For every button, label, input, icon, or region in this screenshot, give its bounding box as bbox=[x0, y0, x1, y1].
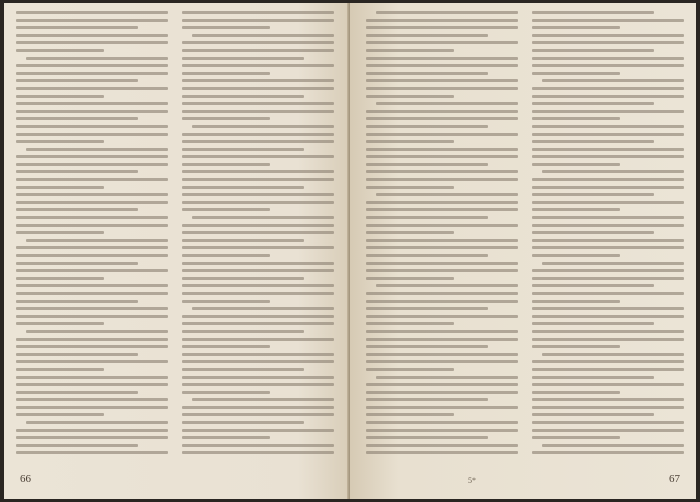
text-line-placeholder bbox=[366, 110, 518, 113]
text-line-placeholder bbox=[182, 193, 334, 196]
text-line-placeholder bbox=[182, 140, 334, 143]
text-line-placeholder bbox=[16, 19, 168, 22]
text-line-placeholder bbox=[532, 216, 684, 219]
text-line-placeholder bbox=[542, 79, 684, 82]
text-line-placeholder bbox=[182, 436, 270, 439]
text-line-placeholder bbox=[366, 224, 518, 227]
text-line-placeholder bbox=[366, 64, 518, 67]
text-line-placeholder bbox=[366, 322, 454, 325]
text-line-placeholder bbox=[366, 413, 454, 416]
text-line-placeholder bbox=[532, 201, 684, 204]
left-page-column-2 bbox=[182, 11, 334, 463]
text-line-placeholder bbox=[16, 246, 168, 249]
text-line-placeholder bbox=[366, 201, 518, 204]
text-line-placeholder bbox=[182, 170, 334, 173]
text-line-placeholder bbox=[16, 338, 168, 341]
text-line-placeholder bbox=[16, 170, 138, 173]
text-line-placeholder bbox=[182, 368, 304, 371]
text-line-placeholder bbox=[532, 231, 654, 234]
text-line-placeholder bbox=[182, 148, 304, 151]
text-line-placeholder bbox=[16, 193, 168, 196]
text-line-placeholder bbox=[532, 224, 684, 227]
text-line-placeholder bbox=[182, 11, 334, 14]
text-line-placeholder bbox=[16, 360, 168, 363]
text-line-placeholder bbox=[366, 57, 518, 60]
text-line-placeholder bbox=[16, 406, 168, 409]
text-line-placeholder bbox=[16, 315, 168, 318]
text-line-placeholder bbox=[182, 26, 270, 29]
text-line-placeholder bbox=[16, 11, 168, 14]
text-line-placeholder bbox=[532, 277, 684, 280]
text-line-placeholder bbox=[182, 376, 334, 379]
text-line-placeholder bbox=[366, 277, 454, 280]
text-line-placeholder bbox=[366, 117, 518, 120]
text-line-placeholder bbox=[532, 239, 684, 242]
text-line-placeholder bbox=[532, 246, 684, 249]
text-line-placeholder bbox=[16, 269, 168, 272]
text-line-placeholder bbox=[182, 178, 334, 181]
text-line-placeholder bbox=[16, 64, 168, 67]
text-line-placeholder bbox=[532, 41, 684, 44]
text-line-placeholder bbox=[376, 376, 518, 379]
text-line-placeholder bbox=[532, 163, 620, 166]
text-line-placeholder bbox=[366, 421, 518, 424]
text-line-placeholder bbox=[182, 353, 334, 356]
text-line-placeholder bbox=[532, 34, 684, 37]
text-line-placeholder bbox=[16, 353, 138, 356]
text-line-placeholder bbox=[532, 140, 654, 143]
text-line-placeholder bbox=[366, 155, 518, 158]
text-line-placeholder bbox=[532, 87, 684, 90]
text-line-placeholder bbox=[182, 19, 334, 22]
text-line-placeholder bbox=[366, 208, 518, 211]
text-line-placeholder bbox=[366, 269, 518, 272]
right-page-column-1 bbox=[366, 11, 518, 463]
text-line-placeholder bbox=[16, 26, 138, 29]
text-line-placeholder bbox=[182, 246, 334, 249]
text-line-placeholder bbox=[532, 269, 684, 272]
text-line-placeholder bbox=[366, 26, 518, 29]
text-line-placeholder bbox=[16, 444, 138, 447]
text-line-placeholder bbox=[16, 155, 168, 158]
text-line-placeholder bbox=[182, 300, 270, 303]
text-line-placeholder bbox=[182, 208, 270, 211]
text-line-placeholder bbox=[366, 87, 518, 90]
left-page bbox=[4, 3, 350, 499]
text-line-placeholder bbox=[16, 345, 168, 348]
text-line-placeholder bbox=[182, 284, 334, 287]
text-line-placeholder bbox=[16, 254, 168, 257]
text-line-placeholder bbox=[532, 376, 654, 379]
text-line-placeholder bbox=[366, 451, 518, 454]
text-line-placeholder bbox=[532, 421, 684, 424]
text-line-placeholder bbox=[16, 87, 168, 90]
text-line-placeholder bbox=[16, 140, 104, 143]
text-line-placeholder bbox=[16, 72, 168, 75]
text-line-placeholder bbox=[16, 322, 104, 325]
text-line-placeholder bbox=[376, 284, 518, 287]
text-line-placeholder bbox=[16, 110, 168, 113]
right-page-column-2 bbox=[532, 11, 684, 463]
text-line-placeholder bbox=[532, 148, 684, 151]
text-line-placeholder bbox=[532, 338, 684, 341]
text-line-placeholder bbox=[366, 307, 488, 310]
text-line-placeholder bbox=[532, 330, 684, 333]
text-line-placeholder bbox=[182, 383, 334, 386]
text-line-placeholder bbox=[366, 140, 454, 143]
text-line-placeholder bbox=[16, 224, 168, 227]
text-line-placeholder bbox=[182, 201, 334, 204]
left-page-number: 66 bbox=[20, 473, 31, 485]
text-line-placeholder bbox=[182, 72, 270, 75]
text-line-placeholder bbox=[366, 170, 518, 173]
text-line-placeholder bbox=[532, 345, 620, 348]
text-line-placeholder bbox=[366, 429, 518, 432]
text-line-placeholder bbox=[532, 322, 654, 325]
text-line-placeholder bbox=[16, 292, 168, 295]
text-line-placeholder bbox=[182, 360, 334, 363]
text-line-placeholder bbox=[16, 391, 138, 394]
text-line-placeholder bbox=[16, 216, 168, 219]
text-line-placeholder bbox=[532, 125, 684, 128]
text-line-placeholder bbox=[182, 155, 334, 158]
text-line-placeholder bbox=[16, 300, 138, 303]
text-line-placeholder bbox=[366, 254, 488, 257]
text-line-placeholder bbox=[366, 262, 518, 265]
text-line-placeholder bbox=[182, 224, 334, 227]
text-line-placeholder bbox=[366, 436, 488, 439]
text-line-placeholder bbox=[16, 383, 168, 386]
text-line-placeholder bbox=[182, 421, 304, 424]
text-line-placeholder bbox=[16, 436, 168, 439]
text-line-placeholder bbox=[182, 57, 304, 60]
text-line-placeholder bbox=[542, 262, 684, 265]
text-line-placeholder bbox=[16, 117, 138, 120]
text-line-placeholder bbox=[532, 307, 684, 310]
text-line-placeholder bbox=[182, 345, 270, 348]
text-line-placeholder bbox=[16, 413, 104, 416]
text-line-placeholder bbox=[182, 406, 334, 409]
text-line-placeholder bbox=[192, 398, 334, 401]
text-line-placeholder bbox=[16, 34, 168, 37]
text-line-placeholder bbox=[16, 231, 104, 234]
text-line-placeholder bbox=[16, 178, 168, 181]
text-line-placeholder bbox=[532, 360, 684, 363]
open-book bbox=[4, 3, 696, 499]
text-line-placeholder bbox=[532, 391, 620, 394]
text-line-placeholder bbox=[376, 102, 518, 105]
text-line-placeholder bbox=[366, 148, 518, 151]
text-line-placeholder bbox=[192, 216, 334, 219]
text-line-placeholder bbox=[532, 284, 654, 287]
text-line-placeholder bbox=[182, 95, 304, 98]
text-line-placeholder bbox=[182, 49, 334, 52]
right-page bbox=[350, 3, 696, 499]
text-line-placeholder bbox=[532, 368, 684, 371]
text-line-placeholder bbox=[16, 262, 138, 265]
text-line-placeholder bbox=[532, 292, 684, 295]
text-line-placeholder bbox=[182, 254, 270, 257]
text-line-placeholder bbox=[532, 186, 684, 189]
text-line-placeholder bbox=[182, 262, 334, 265]
text-line-placeholder bbox=[182, 322, 334, 325]
text-line-placeholder bbox=[532, 26, 620, 29]
text-line-placeholder bbox=[26, 330, 168, 333]
text-line-placeholder bbox=[532, 155, 684, 158]
text-line-placeholder bbox=[366, 41, 518, 44]
text-line-placeholder bbox=[182, 315, 334, 318]
text-line-placeholder bbox=[182, 186, 304, 189]
text-line-placeholder bbox=[532, 413, 654, 416]
text-line-placeholder bbox=[532, 383, 684, 386]
text-line-placeholder bbox=[16, 49, 104, 52]
text-line-placeholder bbox=[532, 64, 684, 67]
text-line-placeholder bbox=[182, 231, 334, 234]
text-line-placeholder bbox=[26, 57, 168, 60]
text-line-placeholder bbox=[16, 208, 138, 211]
text-line-placeholder bbox=[366, 406, 518, 409]
text-line-placeholder bbox=[366, 163, 488, 166]
text-line-placeholder bbox=[26, 421, 168, 424]
text-line-placeholder bbox=[192, 125, 334, 128]
text-line-placeholder bbox=[366, 246, 518, 249]
text-line-placeholder bbox=[366, 72, 488, 75]
text-line-placeholder bbox=[16, 201, 168, 204]
text-line-placeholder bbox=[16, 284, 168, 287]
text-line-placeholder bbox=[532, 193, 654, 196]
text-line-placeholder bbox=[376, 193, 518, 196]
text-line-placeholder bbox=[532, 429, 684, 432]
text-line-placeholder bbox=[16, 307, 168, 310]
text-line-placeholder bbox=[532, 57, 684, 60]
text-line-placeholder bbox=[16, 95, 104, 98]
text-line-placeholder bbox=[532, 451, 684, 454]
text-line-placeholder bbox=[542, 353, 684, 356]
text-line-placeholder bbox=[532, 398, 684, 401]
text-line-placeholder bbox=[366, 231, 454, 234]
text-line-placeholder bbox=[366, 338, 518, 341]
text-line-placeholder bbox=[182, 87, 334, 90]
text-line-placeholder bbox=[542, 444, 684, 447]
text-line-placeholder bbox=[182, 269, 334, 272]
text-line-placeholder bbox=[532, 436, 620, 439]
text-line-placeholder bbox=[366, 178, 518, 181]
text-line-placeholder bbox=[26, 239, 168, 242]
text-line-placeholder bbox=[182, 102, 334, 105]
text-line-placeholder bbox=[366, 444, 518, 447]
text-line-placeholder bbox=[182, 64, 334, 67]
text-line-placeholder bbox=[192, 34, 334, 37]
text-line-placeholder bbox=[532, 117, 620, 120]
text-line-placeholder bbox=[532, 178, 684, 181]
text-line-placeholder bbox=[366, 330, 518, 333]
text-line-placeholder bbox=[192, 307, 334, 310]
text-line-placeholder bbox=[182, 41, 334, 44]
text-line-placeholder bbox=[532, 19, 684, 22]
text-line-placeholder bbox=[366, 345, 488, 348]
text-line-placeholder bbox=[542, 170, 684, 173]
text-line-placeholder bbox=[366, 315, 518, 318]
text-line-placeholder bbox=[366, 300, 518, 303]
text-line-placeholder bbox=[532, 300, 620, 303]
text-line-placeholder bbox=[366, 383, 518, 386]
text-line-placeholder bbox=[532, 315, 684, 318]
text-line-placeholder bbox=[26, 148, 168, 151]
text-line-placeholder bbox=[532, 110, 684, 113]
text-line-placeholder bbox=[182, 117, 270, 120]
text-line-placeholder bbox=[182, 413, 334, 416]
text-line-placeholder bbox=[16, 163, 168, 166]
text-line-placeholder bbox=[182, 239, 304, 242]
text-line-placeholder bbox=[532, 95, 684, 98]
signature-mark: 5* bbox=[468, 476, 476, 485]
text-line-placeholder bbox=[366, 239, 518, 242]
text-line-placeholder bbox=[366, 360, 518, 363]
text-line-placeholder bbox=[532, 208, 620, 211]
text-line-placeholder bbox=[16, 398, 168, 401]
text-line-placeholder bbox=[366, 49, 454, 52]
text-line-placeholder bbox=[182, 110, 334, 113]
text-line-placeholder bbox=[182, 330, 304, 333]
text-line-placeholder bbox=[16, 133, 168, 136]
text-line-placeholder bbox=[366, 34, 488, 37]
text-line-placeholder bbox=[532, 254, 620, 257]
text-line-placeholder bbox=[532, 72, 620, 75]
text-line-placeholder bbox=[182, 292, 334, 295]
text-line-placeholder bbox=[366, 95, 454, 98]
text-line-placeholder bbox=[16, 41, 168, 44]
text-line-placeholder bbox=[366, 391, 518, 394]
text-line-placeholder bbox=[182, 79, 334, 82]
text-line-placeholder bbox=[16, 277, 104, 280]
text-line-placeholder bbox=[366, 186, 454, 189]
text-line-placeholder bbox=[366, 133, 518, 136]
text-line-placeholder bbox=[182, 133, 334, 136]
text-line-placeholder bbox=[532, 49, 654, 52]
left-page-column-1 bbox=[16, 11, 168, 463]
text-line-placeholder bbox=[182, 391, 270, 394]
text-line-placeholder bbox=[16, 451, 168, 454]
text-line-placeholder bbox=[16, 186, 104, 189]
text-line-placeholder bbox=[182, 444, 334, 447]
text-line-placeholder bbox=[366, 368, 454, 371]
text-line-placeholder bbox=[376, 11, 518, 14]
text-line-placeholder bbox=[366, 79, 518, 82]
text-line-placeholder bbox=[182, 451, 334, 454]
text-line-placeholder bbox=[16, 125, 168, 128]
text-line-placeholder bbox=[366, 398, 488, 401]
text-line-placeholder bbox=[366, 353, 518, 356]
text-line-placeholder bbox=[16, 376, 168, 379]
text-line-placeholder bbox=[366, 292, 518, 295]
text-line-placeholder bbox=[182, 429, 334, 432]
text-line-placeholder bbox=[182, 338, 334, 341]
text-line-placeholder bbox=[182, 277, 304, 280]
text-line-placeholder bbox=[532, 102, 654, 105]
text-line-placeholder bbox=[366, 19, 518, 22]
text-line-placeholder bbox=[182, 163, 270, 166]
text-line-placeholder bbox=[366, 125, 488, 128]
text-line-placeholder bbox=[16, 79, 138, 82]
text-line-placeholder bbox=[16, 429, 168, 432]
text-line-placeholder bbox=[366, 216, 488, 219]
text-line-placeholder bbox=[532, 406, 684, 409]
text-line-placeholder bbox=[532, 133, 684, 136]
right-page-number: 67 bbox=[669, 473, 680, 485]
text-line-placeholder bbox=[16, 368, 104, 371]
text-line-placeholder bbox=[16, 102, 168, 105]
text-line-placeholder bbox=[532, 11, 654, 14]
